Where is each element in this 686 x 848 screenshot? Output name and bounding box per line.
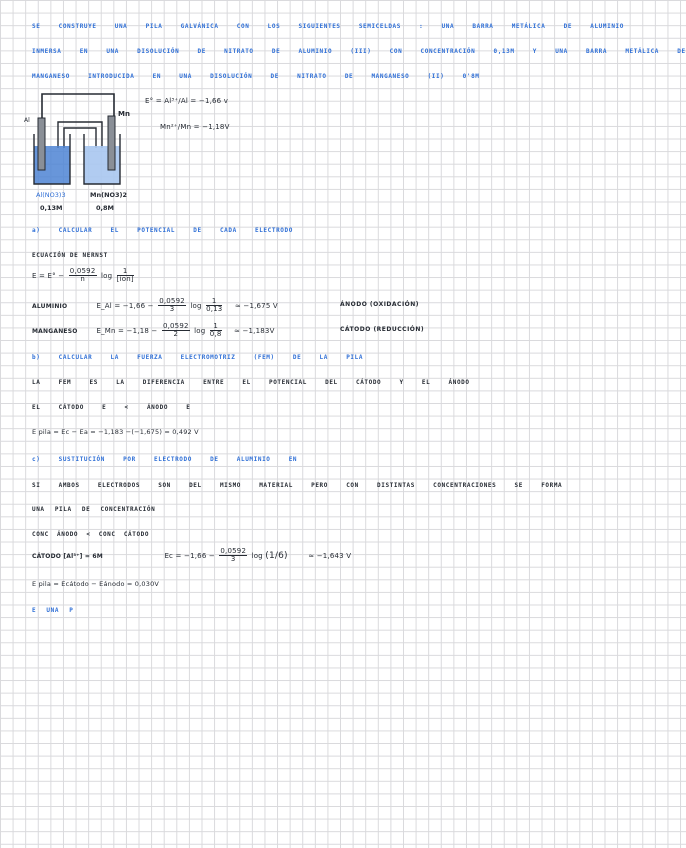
intro-line-1: SE CONSTRUYE UNA PILA GALVÁNICA CON LOS SIGUIENTES SEMICELDAS : UNA BARRA METÁLICA DE ALUMINIO bbox=[32, 23, 624, 30]
aluminum-fraction-denominator: 3 bbox=[169, 305, 175, 314]
nernst-fraction-denominator: n bbox=[80, 275, 85, 284]
aluminum-log: log bbox=[190, 301, 202, 310]
aluminum-row-lhs: E_Al = −1,66 − bbox=[96, 301, 154, 310]
intro-line-3: MANGANESO INTRODUCIDA EN UNA DISOLUCIÓN DE NITRATO DE MANGANESO (II) 0'8M bbox=[32, 73, 480, 80]
nernst-lhs: E = E° − bbox=[32, 271, 65, 280]
cathode-lhs: Ec = −1,66 − bbox=[164, 551, 215, 560]
manganese-fraction-denominator: 2 bbox=[173, 330, 179, 339]
left-conc-label: 0,13M bbox=[40, 204, 63, 212]
part-c-line-1: SI AMBOS ELECTRODOS SON DEL MISMO MATERIAL PERO CON DISTINTAS CONCENTRACIONES SE FORMA bbox=[32, 482, 563, 489]
manganese-log: log bbox=[194, 326, 206, 335]
manganese-result: ≈ −1,183V bbox=[233, 326, 275, 335]
nernst-log: log bbox=[100, 271, 113, 280]
potential-manganese: Mn²⁺/Mn = −1,18V bbox=[160, 123, 230, 131]
nernst-equation bbox=[32, 268, 136, 284]
part-b-heading: b) CALCULAR LA FUERZA ELECTROMOTRIZ (FEM) DE LA PILA bbox=[32, 354, 364, 361]
right-conc-label: 0,8M bbox=[96, 204, 114, 212]
aluminum-label: Al bbox=[24, 117, 30, 124]
right-salt-label: Mn(NO3)2 bbox=[90, 191, 128, 199]
cathode-concentration-row bbox=[32, 548, 432, 564]
manganese-label: Mn bbox=[118, 110, 130, 118]
aluminum-row-label: ALUMINIO bbox=[32, 302, 68, 310]
manganese-log-denominator: 0,8 bbox=[209, 330, 222, 339]
aluminum-log-numerator: 1 bbox=[206, 298, 222, 306]
manganese-potential-row bbox=[32, 323, 452, 339]
manganese-electrode bbox=[108, 116, 115, 170]
aluminum-electrode bbox=[38, 118, 45, 170]
epila-concentration: E pila = Ecátodo − Eánodo = 0,030V bbox=[32, 580, 160, 588]
part-c-line-2: UNA PILA DE CONCENTRACIÓN bbox=[32, 506, 156, 513]
intro-line-2: INMERSA EN UNA DISOLUCIÓN DE NITRATO DE ALUMINIO (III) CON CONCENTRACIÓN 0,13M Y UNA BARRA METÁLICA DE bbox=[32, 48, 686, 55]
cathode-label: CÁTODO [Al³⁺] = 6M bbox=[32, 552, 103, 560]
part-a-heading: a) CALCULAR EL POTENCIAL DE CADA ELECTRODO bbox=[32, 227, 293, 234]
manganese-row-lhs: E_Mn = −1,18 − bbox=[96, 326, 158, 335]
part-c-line-3: CONC ÁNODO < CONC CÁTODO bbox=[32, 531, 150, 538]
aluminum-result: ≈ −1,675 V bbox=[234, 301, 278, 310]
cathode-log: log bbox=[251, 551, 263, 560]
part-c-heading: c) SUSTITUCIÓN POR ELECTRODO DE ALUMINIO EN bbox=[32, 456, 298, 463]
nernst-fraction-numerator: 0,0592 bbox=[69, 267, 96, 275]
manganese-log-numerator: 1 bbox=[210, 323, 222, 331]
nernst-log-numerator: 1 bbox=[117, 268, 134, 276]
part-c-tail: E UNA P bbox=[32, 607, 74, 614]
aluminum-log-denominator: 0,13 bbox=[206, 305, 223, 314]
left-salt-label: Al(NO3)3 bbox=[36, 191, 66, 199]
manganese-role: CÁTODO (REDUCCIÓN) bbox=[340, 326, 425, 333]
nernst-label: ECUACIÓN DE NERNST bbox=[32, 252, 108, 259]
aluminum-potential-row bbox=[32, 298, 452, 314]
manganese-row-label: MANGANESO bbox=[32, 327, 78, 335]
galvanic-cell-diagram bbox=[22, 86, 262, 216]
aluminum-fraction-numerator: 0,0592 bbox=[159, 297, 185, 305]
nernst-log-denominator: [ion] bbox=[116, 275, 134, 284]
aluminum-role: ÁNODO (OXIDACIÓN) bbox=[340, 301, 420, 308]
cathode-log-argument: (1/6) bbox=[265, 550, 288, 561]
potential-aluminum: E° = Al³⁺/Al = −1,66 v bbox=[145, 97, 229, 105]
fem-equation: E pila = Ec − Ea = −1,183 −(−1,675) = 0,492 V bbox=[32, 428, 199, 436]
part-b-line-1: LA FEM ES LA DIFERENCIA ENTRE EL POTENCIAL DEL CÁTODO Y EL ÁNODO bbox=[32, 379, 470, 386]
part-b-line-2: EL CÁTODO E < ÁNODO E bbox=[32, 404, 191, 411]
cathode-fraction-denominator: 3 bbox=[230, 555, 236, 564]
cathode-result: ≈ −1,643 V bbox=[308, 551, 352, 560]
salt-bridge bbox=[58, 122, 102, 148]
manganese-fraction-numerator: 0,0592 bbox=[162, 322, 189, 330]
cathode-fraction-numerator: 0,0592 bbox=[220, 547, 247, 555]
